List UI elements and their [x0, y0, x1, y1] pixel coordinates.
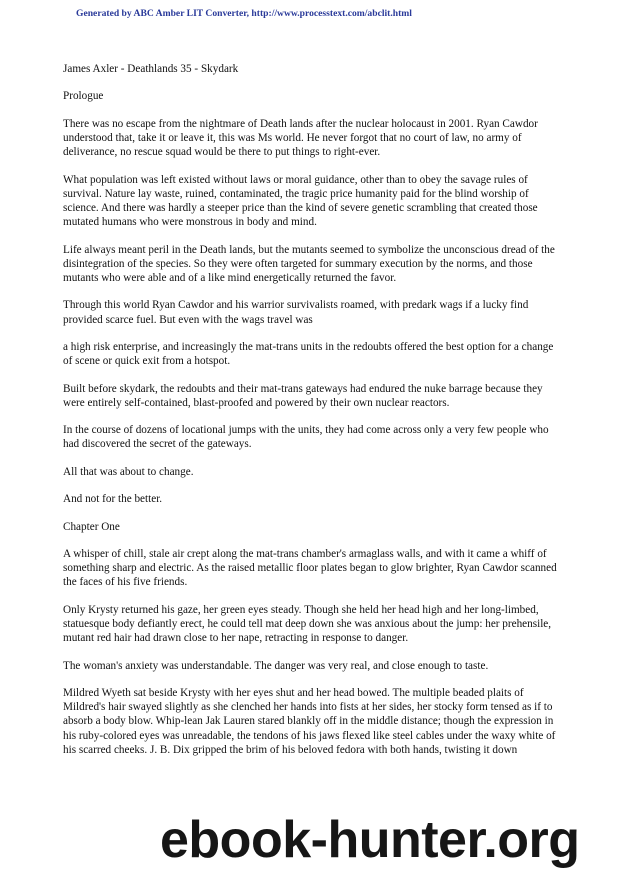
paragraph: In the course of dozens of locational jumps with the units, they had come across only a very few people who had discovered the secret of the gateways.	[63, 424, 549, 451]
section-heading-chapter-one: Chapter One	[63, 520, 120, 533]
book-header: James Axler - Deathlands 35 - Skydark	[63, 63, 239, 75]
paragraph: What population was left existed without laws or moral guidance, other than to obey the savage rules of survival. Nature lay waste, ruined, contaminated, the tragic price humanity paid for the blind worship of science. And there was hardly a steeper price than the kind of severe genetic scrambling that created those mutated humans who were monstrous in body and mind.	[63, 173, 538, 229]
paragraph: Built before skydark, the redoubts and their mat-trans gateways had endured the nuke barrage because they were entirely self-contained, blast-proofed and powered by their own nuclear reactors.	[63, 382, 543, 409]
paragraph: A whisper of chill, stale air crept along the mat-trans chamber's armaglass walls, and with it came a whiff of something sharp and electric. As the raised metallic floor plates began to glow brighter, Ryan Cawdor scanned the faces of his five friends.	[63, 547, 557, 589]
paragraph: Life always meant peril in the Death lands, but the mutants seemed to symbolize the unconscious dread of the disintegration of the species. So they were often targeted for summary execution by the norms, and those mutants who were able and of a like mind energetically returned the favor.	[63, 243, 555, 284]
section-heading-prologue: Prologue	[63, 90, 104, 103]
watermark: ebook-hunter.org	[160, 811, 580, 869]
converter-banner: Generated by ABC Amber LIT Converter, http://www.processtext.com/abclit.html	[76, 8, 412, 19]
paragraph: Through this world Ryan Cawdor and his warrior survivalists roamed, with predark wags if a lucky find provided scarce fuel. But even with the wags travel was	[63, 299, 529, 326]
paragraph: The woman's anxiety was understandable. The danger was very real, and close enough to taste.	[63, 659, 489, 672]
paragraph: Mildred Wyeth sat beside Krysty with her eyes shut and her head bowed. The multiple beaded plaits of Mildred's hair swayed slightly as she clenched her hands into fists at her sides, her stocky form tensed as if to absorb a body blow. Whip-lean Jak Lauren stared blankly off in the middle distance; though the expression in his ruby-colored eyes was unreadable, the tendons of his jaws flexed like steel cables under the waxy white of his scarred cheeks. J. B. Dix gripped the brim of his beloved fedora with both hands, twisting it down	[63, 686, 556, 756]
paragraph: a high risk enterprise, and increasingly the mat-trans units in the redoubts offered the best option for a change of scene or quick exit from a hotspot.	[63, 340, 554, 368]
paragraph: There was no escape from the nightmare of Death lands after the nuclear holocaust in 2001. Ryan Cawdor understood that, take it or leave it, this was Ms world. He never forgot that no court of law, no army of deliverance, no rescue squad would be there to put things to right-ever.	[63, 117, 538, 159]
document-body	[63, 62, 563, 770]
paragraph: All that was about to change.	[63, 465, 194, 478]
paragraph: And not for the better.	[63, 493, 163, 506]
paragraph: Only Krysty returned his gaze, her green eyes steady. Though she held her head high and her long-limbed, statuesque body defiantly erect, he could tell mat deep down she was anxious about the jump: her prehensile, mutant red hair had drawn close to her nape, retracting in response to danger.	[63, 603, 552, 645]
